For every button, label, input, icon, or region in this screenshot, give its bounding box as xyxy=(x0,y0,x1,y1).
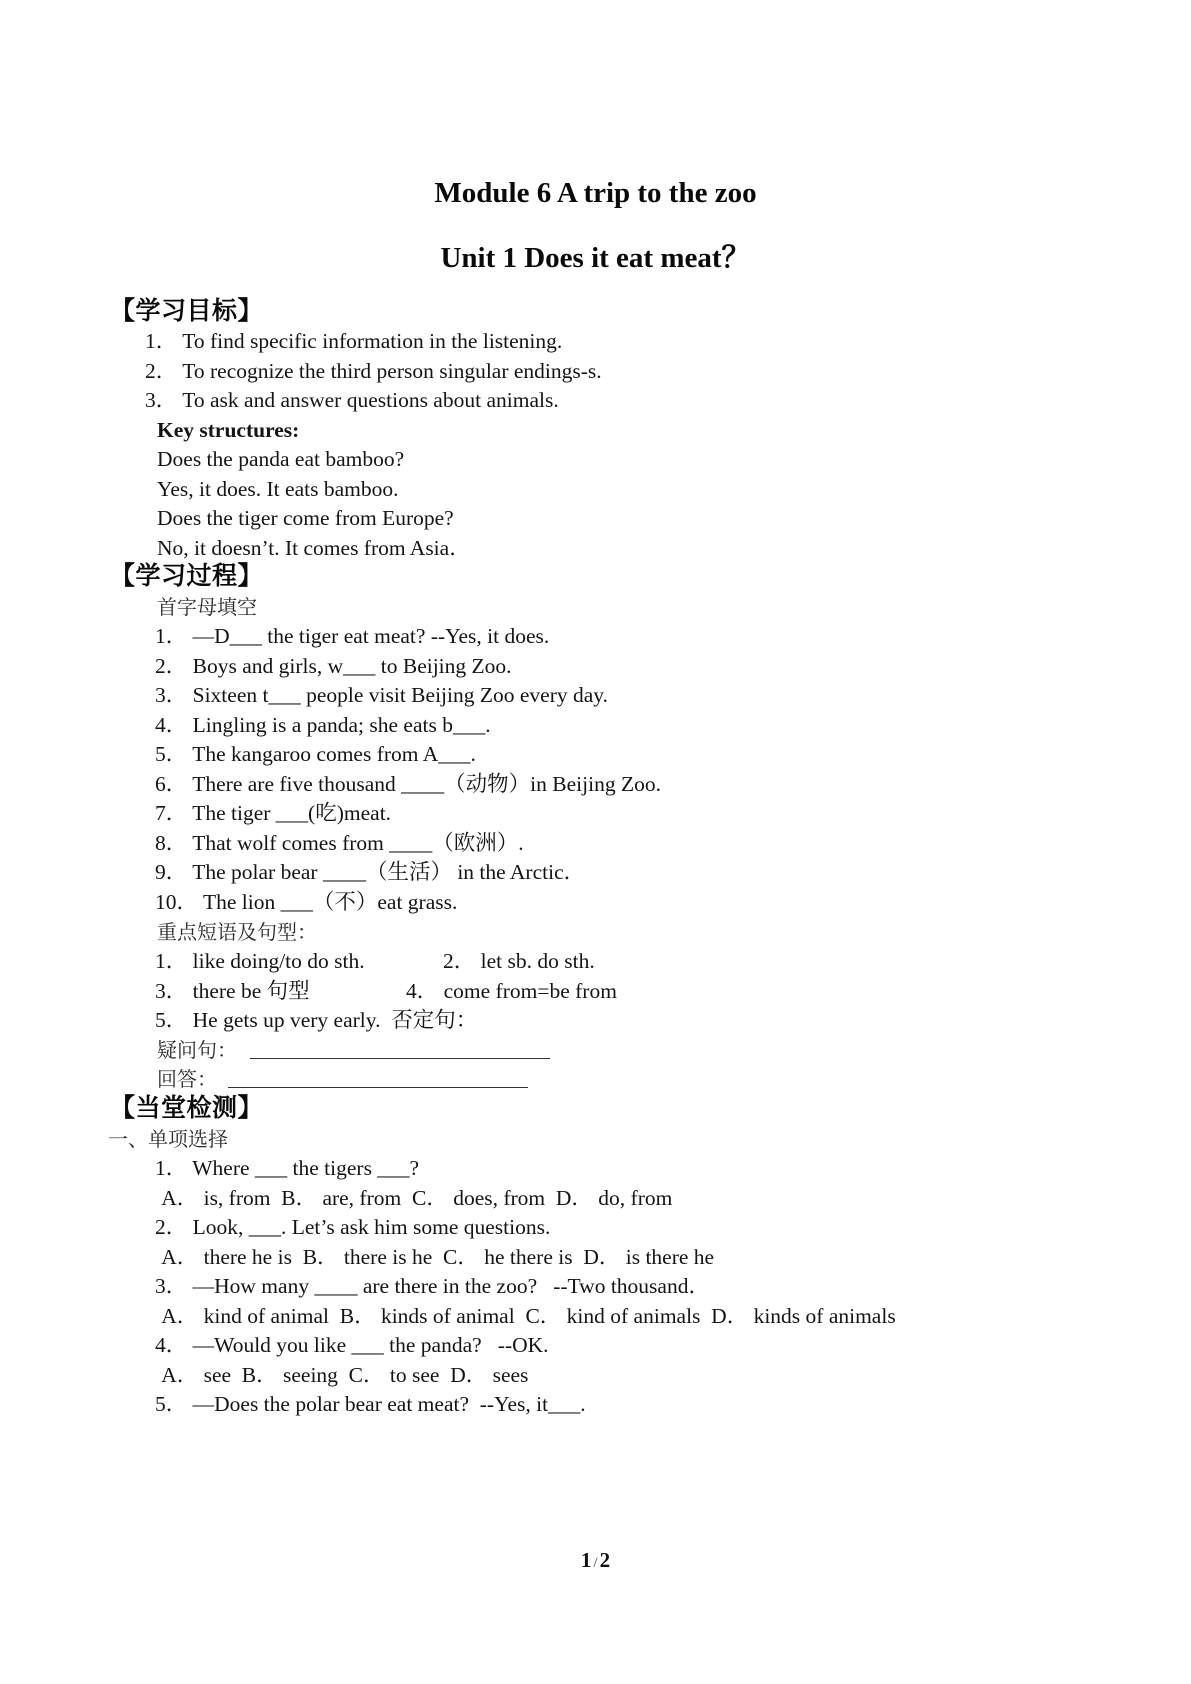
fill-item: 4． Lingling is a panda; she eats b___. xyxy=(155,713,491,737)
fill-blank-label: 首字母填空 xyxy=(157,595,257,619)
question-stem: 4． —Would you like ___ the panda? --OK. xyxy=(155,1333,549,1357)
key-structures-label: Key structures: xyxy=(157,418,300,442)
phrase-item: 4． come from=be from xyxy=(406,979,617,1003)
page-current: 1 xyxy=(580,1548,592,1572)
section-heading-objectives: 【学习目标】 xyxy=(110,296,264,325)
part-label-single-choice: 一、单项选择 xyxy=(108,1127,228,1151)
question-stem: 1． Where ___ the tigers ___? xyxy=(155,1156,420,1180)
page-separator: / xyxy=(593,1555,598,1571)
phrases-label: 重点短语及句型： xyxy=(157,920,317,944)
document-title: Module 6 A trip to the zoo xyxy=(434,177,757,209)
page-total: 2 xyxy=(599,1548,611,1572)
key-structure-line: Does the tiger come from Europe? xyxy=(157,506,454,530)
fill-item: 6． There are five thousand ____（动物）in Beijing Zoo. xyxy=(155,772,661,796)
fill-item: 8． That wolf comes from ____（欧洲）. xyxy=(155,831,524,855)
key-structure-line: Yes, it does. It eats bamboo. xyxy=(157,477,399,501)
question-stem: 3． —How many ____ are there in the zoo? --Two thousand． xyxy=(155,1274,710,1298)
fill-item: 7． The tiger ___(吃)meat. xyxy=(155,801,392,825)
page-number xyxy=(0,1548,1191,1573)
fill-item: 5． The kangaroo comes from A___. xyxy=(155,742,476,766)
key-structure-line: Does the panda eat bamboo? xyxy=(157,447,405,471)
section-heading-process: 【学习过程】 xyxy=(110,561,264,590)
question-answer-line[interactable] xyxy=(250,1058,550,1059)
phrase-item: 1． like doing/to do sth. xyxy=(155,949,365,973)
phrase-item: 3． there be 句型 xyxy=(155,979,310,1003)
fill-item: 3． Sixteen t___ people visit Beijing Zoo every day. xyxy=(155,683,609,707)
phrase-item: 2． let sb. do sth. xyxy=(443,949,595,973)
question-options: A． there he is B． there is he C． he there is D． is there he xyxy=(157,1245,715,1269)
answer-label: 回答： xyxy=(157,1067,217,1091)
fill-item: 10． The lion ___（不）eat grass. xyxy=(155,890,458,914)
key-structure-line: No, it doesn’t. It comes from Asia． xyxy=(157,536,471,560)
objective-item: 1． To find specific information in the listening. xyxy=(145,329,563,353)
answer-line[interactable] xyxy=(228,1087,528,1088)
question-stem: 5． —Does the polar bear eat meat? --Yes, it___. xyxy=(155,1392,586,1416)
question-options: A． is, from B． are, from C． does, from D． do, from xyxy=(157,1186,673,1210)
question-options: A． see B． seeing C． to see D． sees xyxy=(157,1363,529,1387)
document-subtitle: Unit 1 Does it eat meat？ xyxy=(440,242,751,274)
objective-item: 3． To ask and answer questions about animals. xyxy=(145,388,559,412)
question-options: A． kind of animal B． kinds of animal C． kind of animals D． kinds of animals xyxy=(157,1304,896,1328)
section-heading-check: 【当堂检测】 xyxy=(110,1093,264,1122)
fill-item: 9． The polar bear ____（生活） in the Arctic． xyxy=(155,860,586,884)
question-sentence-label: 疑问句： xyxy=(157,1038,237,1062)
objective-item: 2． To recognize the third person singular endings-s. xyxy=(145,359,602,383)
fill-item: 1． —D___ the tiger eat meat? --Yes, it does. xyxy=(155,624,550,648)
phrase-item: 5． He gets up very early. 否定句： xyxy=(155,1008,478,1032)
fill-item: 2． Boys and girls, w___ to Beijing Zoo. xyxy=(155,654,512,678)
question-stem: 2． Look, ___. Let’s ask him some questions. xyxy=(155,1215,551,1239)
